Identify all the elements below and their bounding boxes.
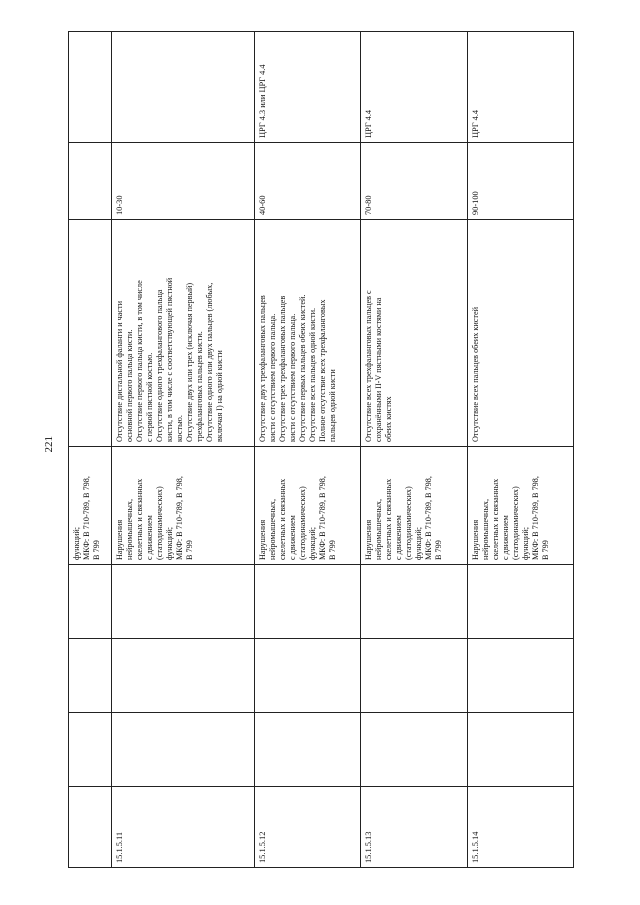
category-cell: ЦРГ 4.4 — [361, 32, 467, 143]
description-line: Полное отсутствие всех трехфаланговых — [318, 299, 327, 442]
table-row — [255, 32, 361, 868]
value-cell: 10-30 — [112, 143, 255, 220]
description-cell — [255, 220, 361, 447]
condition-line: (статодинамических) — [404, 486, 414, 560]
description-line: включая I) на одной кисти — [215, 350, 224, 442]
description-line: кисти, в том числе с соответствующей пястной — [165, 277, 174, 442]
condition-cell — [361, 447, 467, 565]
empty-cell — [361, 639, 467, 713]
description-line: Отсутствие одного трехфалангового пальца — [155, 289, 164, 442]
description-line: сохранёнными II-V пястными костями на — [374, 297, 384, 442]
code-cell: 15.1.5.14 — [467, 787, 573, 868]
condition-line: МКФ: B 710-789, B 798, — [424, 476, 434, 560]
condition-line: с движением — [500, 515, 510, 560]
description-line: трехфаланговых пальцев кисти. — [195, 331, 204, 442]
description-cell — [361, 220, 467, 447]
table-row-continued — [69, 32, 112, 868]
description-line: кисти с отсутствием первого пальца. — [288, 313, 297, 442]
rotated-table-sheet — [68, 32, 574, 868]
condition-line: с движением — [288, 515, 297, 560]
table-row — [467, 32, 573, 868]
condition-line: нейромышечных, — [125, 499, 134, 560]
condition-line: функций; — [414, 527, 424, 560]
condition-line: Нарушения — [364, 519, 374, 560]
description-line: Отсутствие двух или трех (исключая первый) — [185, 282, 194, 442]
condition-line: функций; — [520, 527, 530, 560]
description-cell — [112, 220, 255, 447]
empty-cell — [69, 713, 112, 787]
condition-cell — [255, 447, 361, 565]
condition-line: B 799 — [92, 540, 101, 560]
empty-cell — [361, 713, 467, 787]
description-cell — [69, 220, 112, 447]
condition-cell — [69, 447, 112, 565]
value-cell: 40-60 — [255, 143, 361, 220]
category-cell: ЦРГ 4.4 — [467, 32, 573, 143]
code-cell — [69, 787, 112, 868]
description-cell — [467, 220, 573, 447]
empty-cell — [361, 565, 467, 639]
empty-cell — [255, 639, 361, 713]
condition-line: Нарушения — [470, 519, 480, 560]
condition-line: B 799 — [434, 540, 444, 560]
condition-line: с движением — [394, 515, 404, 560]
value-cell: 70-80 — [361, 143, 467, 220]
empty-cell — [112, 639, 255, 713]
description-line: Отсутствие трех трехфаланговых пальцев — [278, 295, 287, 442]
description-line: с первой пястной костью. — [145, 352, 154, 442]
condition-line: (статодинамических) — [155, 486, 164, 560]
condition-line: B 799 — [185, 540, 194, 560]
condition-line: нейромышечных, — [268, 499, 277, 560]
table-row — [112, 32, 255, 868]
category-cell — [112, 32, 255, 143]
description-line: Отсутствие первых пальцев обеих кистей. — [298, 294, 307, 442]
code-cell: 15.1.5.13 — [361, 787, 467, 868]
empty-cell — [255, 565, 361, 639]
condition-cell — [467, 447, 573, 565]
condition-line: Нарушения — [258, 519, 267, 560]
description-line: Отсутствие всех трехфаланговых пальцев с — [364, 290, 374, 442]
empty-cell — [467, 713, 573, 787]
empty-cell — [467, 639, 573, 713]
description-line: пальцев одной кисти — [328, 369, 337, 442]
condition-line: МКФ: B 710-789, B 798, — [82, 476, 91, 560]
empty-cell — [112, 565, 255, 639]
empty-cell — [112, 713, 255, 787]
condition-line: скелетных и связанных — [490, 478, 500, 560]
category-cell — [69, 32, 112, 143]
condition-line: Нарушения — [115, 519, 124, 560]
description-line: Отсутствие одного или двух пальцев (любых, — [205, 282, 214, 442]
condition-line: скелетных и связанных — [278, 478, 287, 560]
description-line: Отсутствие всех пальцев одной кисти. — [308, 307, 317, 442]
condition-line: скелетных и связанных — [384, 478, 394, 560]
empty-cell — [255, 713, 361, 787]
condition-line: функций; — [72, 527, 81, 560]
table-row — [361, 32, 467, 868]
description-line: основной первого пальца кисти. — [125, 329, 134, 442]
empty-cell — [467, 565, 573, 639]
code-cell: 15.1.5.11 — [112, 787, 255, 868]
code-cell: 15.1.5.12 — [255, 787, 361, 868]
value-cell: 90-100 — [467, 143, 573, 220]
condition-line: нейромышечных, — [480, 499, 490, 560]
description-line: обеих кистях — [384, 396, 394, 442]
description-line: кисти с отсутствием первого пальца. — [268, 313, 277, 442]
condition-line: с движением — [145, 515, 154, 560]
value-cell — [69, 143, 112, 220]
condition-line: B 799 — [328, 540, 337, 560]
condition-line: функций; — [165, 527, 174, 560]
condition-line: МКФ: B 710-789, B 798, — [530, 476, 540, 560]
description-line: Отсутствие первого пальца кисти, в том числе — [135, 280, 144, 442]
condition-line: нейромышечных, — [374, 499, 384, 560]
condition-cell — [112, 447, 255, 565]
empty-cell — [69, 565, 112, 639]
condition-line: (статодинамических) — [298, 486, 307, 560]
condition-line: скелетных и связанных — [135, 478, 144, 560]
description-line: Отсутствие дистальной фаланги и части — [115, 301, 124, 442]
description-line: Отсутствие двух трехфаланговых пальцев — [258, 295, 267, 442]
empty-cell — [69, 639, 112, 713]
condition-line: МКФ: B 710-789, B 798, — [318, 476, 327, 560]
condition-line: (статодинамических) — [510, 486, 520, 560]
condition-line: МКФ: B 710-789, B 798, — [175, 476, 184, 560]
disability-criteria-table — [68, 31, 574, 868]
page-number: 221 — [43, 436, 55, 453]
description-line: Отсутствие всех пальцев обеих кистей — [470, 307, 480, 442]
condition-line: B 799 — [540, 540, 550, 560]
category-cell: ЦРГ 4.3 или ЦРГ 4.4 — [255, 32, 361, 143]
description-line: костью. — [175, 415, 184, 442]
condition-line: функций; — [308, 527, 317, 560]
